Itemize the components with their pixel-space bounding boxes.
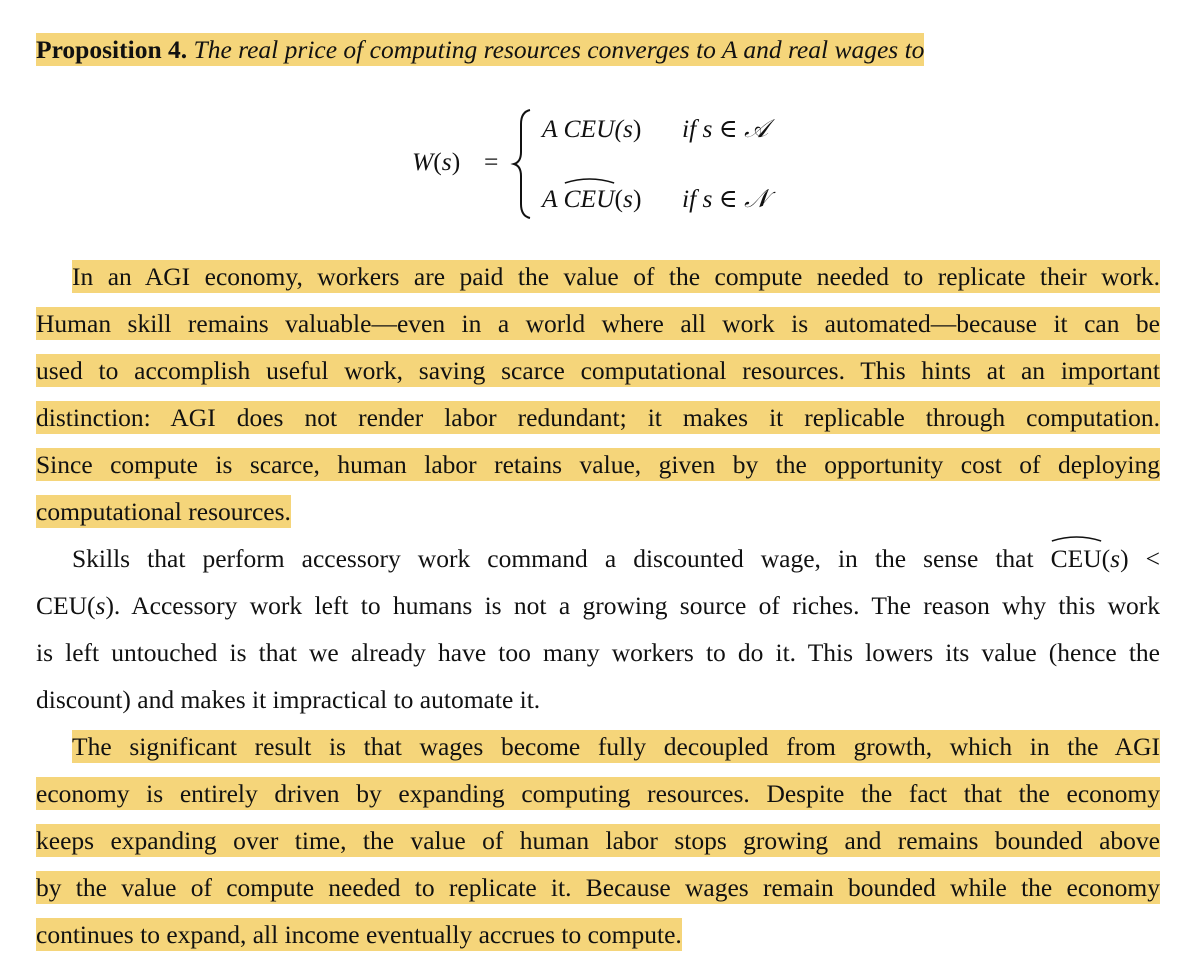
paragraph3-line-2: economy is entirely driven by expanding computing resources. Despite the fact that the economy bbox=[36, 779, 1160, 808]
proposition-statement: The real price of computing resources converges to A and real wages to bbox=[193, 35, 925, 64]
paragraph2-line-3: is left untouched is that we already have too many workers to do it. This lowers its value (hence the bbox=[36, 638, 1160, 667]
paragraph1-line-6: computational resources. bbox=[36, 497, 291, 526]
paragraph3-line-5: continues to expand, all income eventually accrues to compute. bbox=[36, 920, 682, 949]
equation-brace bbox=[510, 108, 534, 220]
paragraph3-line-3: keeps expanding over time, the value of human labor stops growing and remains bounded above bbox=[36, 826, 1160, 855]
paragraph3-line-4: by the value of compute needed to replicate it. Because wages remain bounded while the economy bbox=[36, 873, 1160, 902]
tilde-accent: CEU bbox=[564, 184, 615, 214]
paragraph1-line-2: Human skill remains valuable—even in a world where all work is automated—because it can be bbox=[36, 309, 1160, 338]
equation-lhs: W(s) bbox=[412, 147, 461, 176]
tilde-accent: CEU bbox=[1051, 542, 1102, 575]
paragraph2-line-4: discount) and makes it impractical to automate it. bbox=[36, 685, 541, 714]
paragraph1-line-5: Since compute is scarce, human labor retains value, given by the opportunity cost of deploying bbox=[36, 450, 1160, 479]
paragraph3-line-1: The significant result is that wages become fully decoupled from growth, which in the AGI bbox=[72, 732, 1160, 761]
equation-case2-condition: if s ∈ 𝒩 bbox=[682, 184, 769, 213]
paragraph2-line-1: Skills that perform accessory work command a discounted wage, in the sense that CEU (s) < bbox=[72, 542, 1160, 575]
equation-equals: = bbox=[484, 147, 499, 176]
paragraph1-line-1: In an AGI economy, workers are paid the value of the compute needed to replicate their work. bbox=[72, 262, 1160, 291]
paragraph1-line-4: distinction: AGI does not render labor redundant; it makes it replicable through computation. bbox=[36, 403, 1160, 432]
equation-case1-expr: A CEU(s) bbox=[542, 114, 642, 143]
equation-case2-expr: A CEU (s) bbox=[542, 184, 641, 214]
paragraph2-line-2: CEU(s). Accessory work left to humans is not a growing source of riches. The reason why this work bbox=[36, 591, 1160, 620]
paragraph1-line-3: used to accomplish useful work, saving scarce computational resources. This hints at an important bbox=[36, 356, 1160, 385]
proposition-label: Proposition 4. bbox=[36, 35, 188, 64]
equation-case1-condition: if s ∈ 𝒜 bbox=[682, 114, 769, 143]
proposition-line bbox=[36, 33, 924, 66]
